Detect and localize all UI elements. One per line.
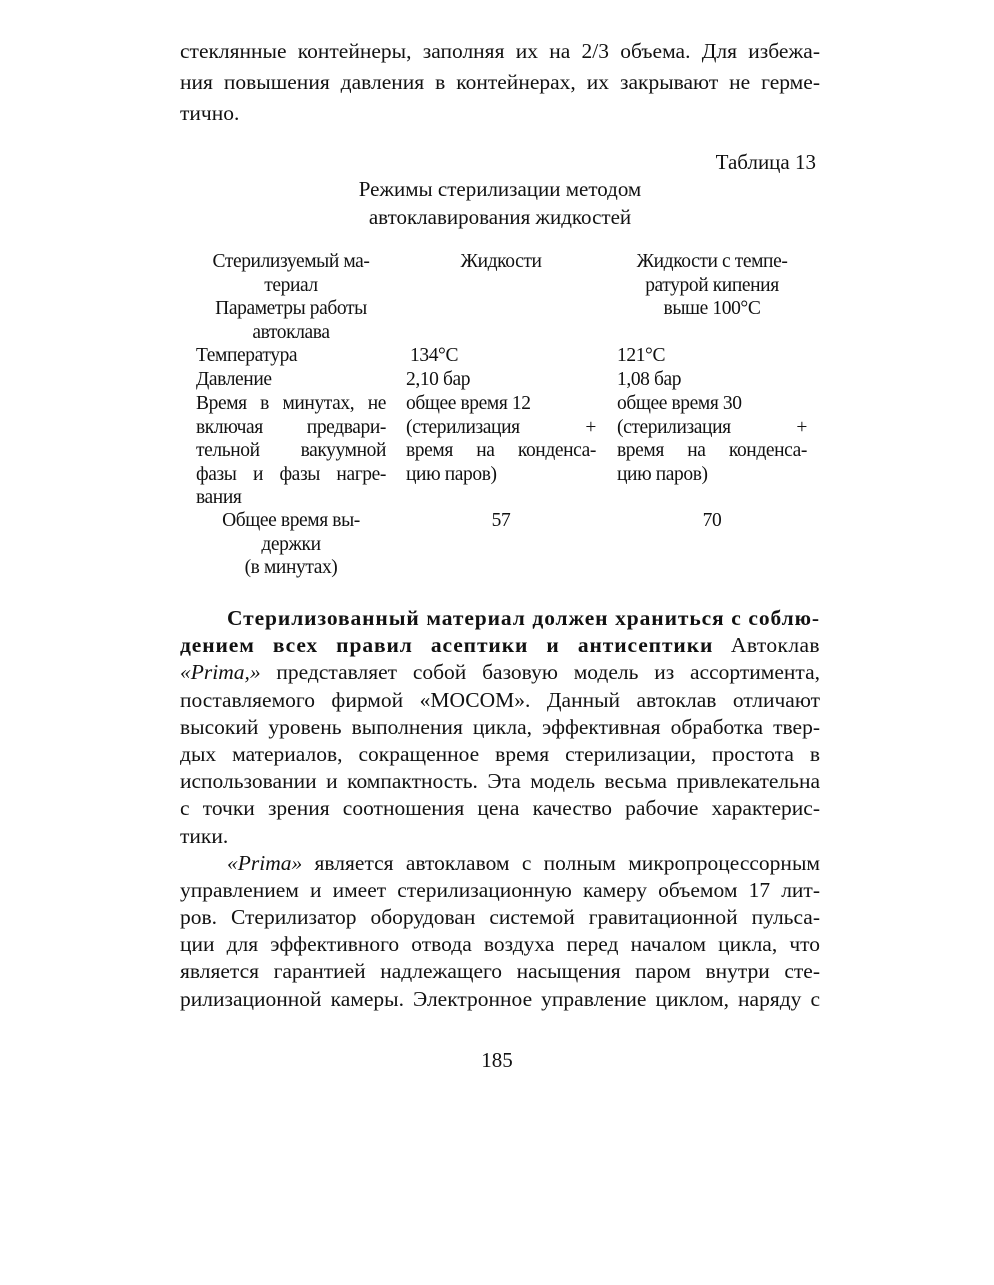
page-number: 185	[481, 1048, 513, 1072]
text-line: ции для эффективного отвода воздуха перед началом цикла, что	[180, 932, 820, 957]
table-caption	[180, 175, 820, 231]
text-line: поставляемого фирмой «МОСОМ». Данный автоклав отличают	[180, 687, 820, 712]
text-line: использовании и компактность. Эта модель весьма привлекательна	[180, 769, 820, 794]
text-line: дением всех правил асептики и антисептики Автоклав	[180, 633, 820, 658]
text-line: дых материалов, сокращенное время стерилизации, простота в	[180, 741, 820, 766]
row-time-col2: общее время 12 (стерилизация + время на конденса- цию паров)	[406, 393, 596, 485]
row-hold-col3: 70	[702, 510, 722, 531]
row-time-label: Время в минутах, не включая предвари- тельной вакуумной фазы и фазы нагре- вания	[196, 393, 386, 508]
row-temperature-col2: 134°С	[410, 345, 459, 366]
row-hold-col2: 57	[491, 510, 511, 531]
table-header-col1: Стерилизуемый ма- териал Параметры работы автоклава	[212, 251, 370, 343]
row-pressure-col2: 2,10 бар	[406, 369, 471, 390]
row-hold-label: Общее время вы- держки (в минутах)	[222, 510, 360, 578]
table-header-col3: Жидкости с темпе- ратурой кипения выше 100°С	[636, 251, 788, 319]
row-pressure-col3: 1,08 бар	[617, 369, 682, 390]
table-number: Таблица 13	[715, 150, 816, 174]
text-line: «Prima» является автоклавом с полным микропроцессорным	[227, 850, 820, 875]
text-line: является гарантией надлежащего насыщения паром внутри сте-	[180, 959, 820, 984]
text-line: ния повышения давления в контейнерах, их закрывают не герме-	[180, 70, 820, 94]
text-line: тики.	[180, 823, 229, 848]
table-header-col2: Жидкости	[460, 251, 542, 272]
caption-line: Режимы стерилизации методом	[358, 177, 642, 201]
row-time-col3: общее время 30 (стерилизация + время на конденса- цию паров)	[617, 393, 807, 485]
text-line: высокий уровень выполнения цикла, эффективная обработка твер-	[180, 714, 820, 739]
intro-paragraph	[180, 36, 820, 129]
row-temperature-label: Температура	[196, 345, 298, 366]
body-text	[180, 605, 820, 1013]
text-line: управлением и имеет стерилизационную камеру объемом 17 лит-	[180, 877, 820, 902]
text-line: ров. Стерилизатор оборудован системой гравитационной пульса-	[180, 905, 820, 930]
text-line: стеклянные контейнеры, заполняя их на 2/3 объема. Для избежа-	[180, 39, 820, 63]
text-line: «Prima,» представляет собой базовую модель из ассортимента,	[180, 660, 820, 685]
row-pressure-label: Давление	[196, 369, 272, 390]
row-temperature-col3: 121°С	[617, 345, 666, 366]
text-line: тично.	[180, 101, 240, 125]
text-line: с точки зрения соотношения цена качество рабочие характерис-	[180, 796, 820, 821]
caption-line: автоклавирования жидкостей	[368, 205, 632, 229]
bold-line: Стерилизованный материал должен храниться с соблю-	[227, 606, 820, 630]
text-line: рилизационной камеры. Электронное управление циклом, наряду с	[180, 986, 820, 1011]
